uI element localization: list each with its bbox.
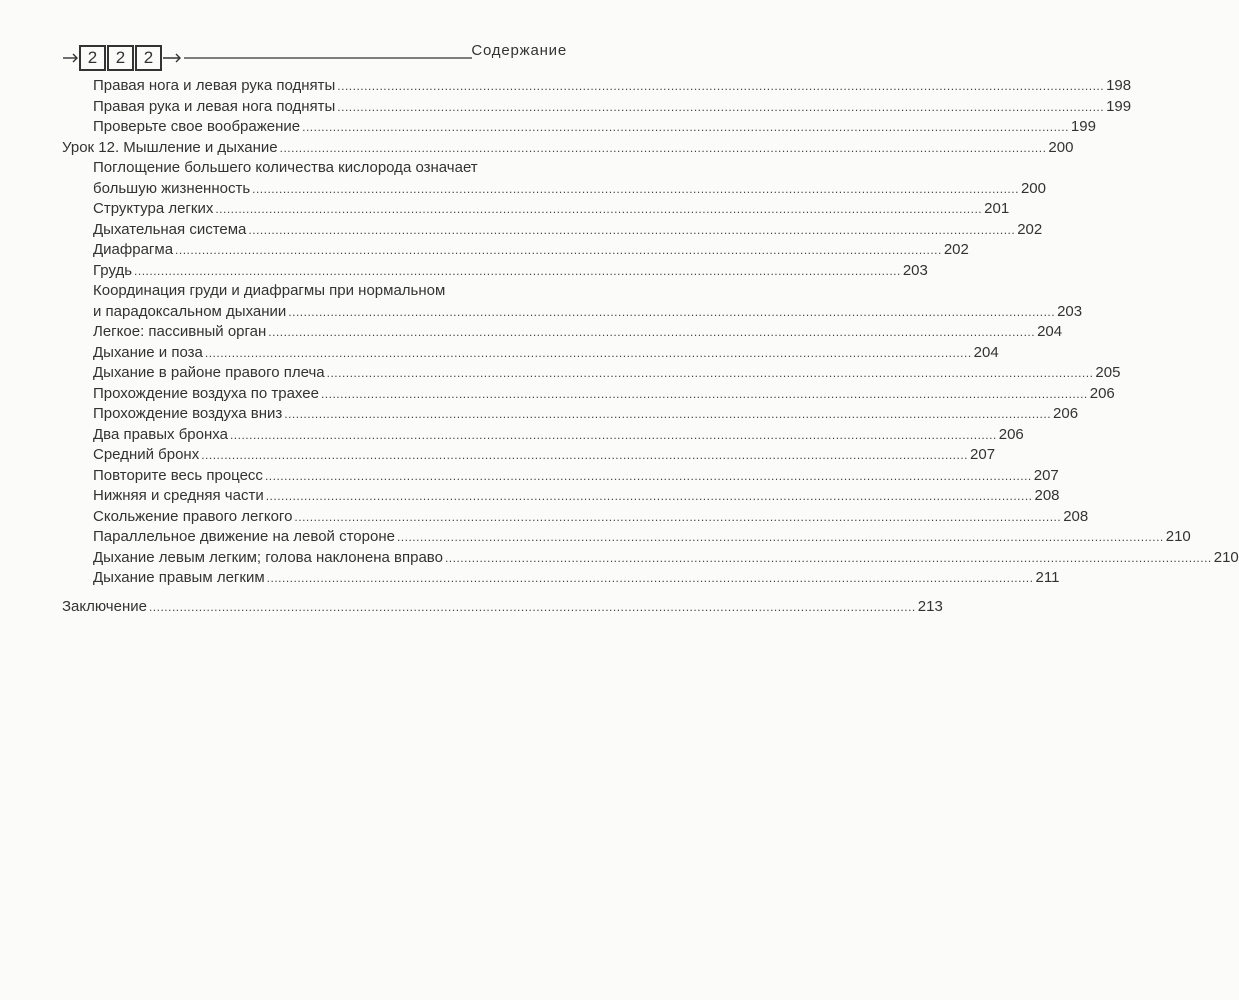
toc-entry-page: 208 (1063, 507, 1089, 525)
toc-entry-page: 203 (1057, 302, 1083, 320)
toc-entry[interactable] (62, 597, 943, 617)
toc-leader-dots: ........................................................................................................................................................................................................ (252, 181, 1019, 196)
toc-entry-page: 202 (1017, 220, 1043, 238)
toc-leader-dots: ........................................................................................................................................................................................................ (396, 530, 1164, 544)
toc-entry[interactable] (93, 240, 969, 260)
toc-entry[interactable] (93, 76, 1132, 96)
toc-leader-dots: ........................................................................................................................................................................................................ (264, 468, 1032, 483)
toc-entry[interactable] (93, 425, 1024, 445)
toc-entry-page: 207 (1033, 466, 1059, 484)
page-number-digit: 2 (79, 45, 106, 71)
toc-entry-title: Дыхание левым легким; голова наклонена вправо (93, 548, 443, 566)
toc-leader-dots: ........................................................................................................................................................................................................ (284, 407, 1052, 421)
toc-entry-title: Дыхательная система (93, 220, 247, 238)
toc-leader-dots: ........................................................................................................................................................................................................ (288, 304, 1056, 319)
toc-entry[interactable] (93, 220, 1043, 240)
toc-entry-title: Два правых бронха (93, 425, 228, 443)
toc-entry[interactable] (93, 117, 1096, 137)
toc-leader-dots: ........................................................................................................................................................................................................ (268, 325, 1036, 339)
toc-entry-title: Дыхание правым легким (93, 569, 265, 586)
toc-leader-dots: ........................................................................................................................................................................................................ (279, 140, 1047, 155)
toc-entry[interactable] (93, 527, 1191, 547)
toc-entry-page: 202 (943, 241, 969, 258)
toc-entry-page: 206 (1089, 384, 1115, 402)
toc-leader-dots: ........................................................................................................................................................................................................ (201, 448, 969, 462)
toc-entry[interactable] (93, 548, 1239, 568)
toc-entry[interactable] (93, 261, 928, 281)
toc-entry-title: Урок 12. Мышление и дыхание (62, 138, 278, 156)
toc-entry[interactable] (93, 363, 1121, 383)
toc-entry-page: 211 (1035, 569, 1060, 586)
toc-leader-dots: ........................................................................................................................................................................................................ (175, 243, 942, 257)
toc-entry-page: 206 (998, 425, 1024, 443)
toc-leader-dots: ........................................................................................................................................................................................................ (229, 427, 997, 442)
toc-entry-title: Скольжение правого легкого (93, 507, 293, 525)
toc-entry-page: 200 (1048, 138, 1074, 156)
toc-entry[interactable] (93, 445, 996, 465)
toc-entry-title: Легкое: пассивный орган (93, 323, 267, 340)
toc-entry-title: Нижняя и средняя части (93, 487, 264, 504)
toc-entry[interactable] (62, 138, 1074, 158)
toc-leader-dots: ........................................................................................................................................................................................................ (444, 550, 1212, 565)
toc-entry-line: Поглощение большего количества кислорода означает (93, 159, 478, 176)
toc-entry-title: Дыхание и поза (93, 343, 203, 361)
toc-entry-title: Проверьте свое воображение (93, 118, 301, 135)
toc-entry[interactable] (93, 486, 1060, 506)
toc-entry-page: 204 (973, 343, 999, 361)
page-number-digit: 2 (107, 45, 134, 71)
toc-entry[interactable] (93, 568, 1060, 588)
page-header (0, 0, 615, 80)
toc-entry-title: Правая нога и левая рука подняты (93, 77, 336, 94)
toc-entry-title: Диафрагма (93, 241, 174, 258)
toc-entry-title: Средний бронх (93, 446, 200, 463)
toc-entry[interactable] (93, 404, 1079, 424)
toc-entry-title: большую жизненность (93, 179, 251, 197)
toc-entry-page: 205 (1095, 364, 1121, 381)
toc-entry-line: Координация груди и диафрагмы при нормальном (93, 282, 446, 299)
toc-leader-dots: ........................................................................................................................................................................................................ (294, 509, 1062, 524)
toc-entry-page: 206 (1053, 405, 1079, 422)
toc-entry[interactable] (93, 179, 1046, 199)
toc-entry-title: Правая рука и левая нога подняты (93, 97, 336, 115)
toc-entry-title: Структура легких (93, 200, 214, 217)
toc-leader-dots: ........................................................................................................................................................................................................ (266, 571, 1034, 585)
toc-leader-dots: ........................................................................................................................................................................................................ (326, 366, 1094, 380)
toc-entry-page: 204 (1037, 323, 1063, 340)
toc-leader-dots: ........................................................................................................................................................................................................ (134, 263, 901, 278)
toc-leader-dots: ........................................................................................................................................................................................................ (204, 345, 972, 360)
toc-entry-title: Грудь (93, 261, 133, 279)
toc-entry[interactable] (93, 384, 1115, 404)
toc-entry-page: 210 (1165, 528, 1191, 545)
toc-entry-title: и парадоксальном дыхании (93, 302, 287, 320)
toc-leader-dots: ........................................................................................................................................................................................................ (248, 222, 1016, 237)
toc-leader-dots: ........................................................................................................................................................................................................ (148, 599, 916, 614)
toc-leader-dots: ........................................................................................................................................................................................................ (265, 489, 1033, 503)
toc-entry[interactable] (93, 302, 1083, 322)
toc-entry-page: 207 (970, 446, 996, 463)
toc-leader-dots: ........................................................................................................................................................................................................ (215, 202, 983, 216)
toc-entry[interactable] (93, 466, 1059, 486)
toc-entry[interactable] (93, 199, 1010, 219)
toc-entry[interactable] (93, 343, 999, 363)
toc-entry-page: 208 (1034, 487, 1060, 504)
toc-entry-page: 199 (1106, 97, 1132, 115)
toc-entry-title: Повторите весь процесс (93, 466, 263, 484)
toc-entry[interactable] (93, 97, 1132, 117)
toc-entry-title: Прохождение воздуха по трахее (93, 384, 319, 402)
toc-entry[interactable] (93, 322, 1063, 342)
toc-entry-title: Заключение (62, 597, 147, 615)
toc-entry-title: Параллельное движение на левой стороне (93, 528, 395, 545)
section-title: Содержание (471, 42, 567, 59)
toc-entry-title: Дыхание в районе правого плеча (93, 364, 325, 381)
toc-entry[interactable] (93, 507, 1089, 527)
toc-leader-dots: ........................................................................................................................................................................................................ (302, 120, 1069, 134)
page-number-digit: 2 (135, 45, 162, 71)
toc-entry-page: 198 (1106, 77, 1132, 94)
toc-leader-dots: ........................................................................................................................................................................................................ (337, 99, 1105, 114)
toc-entry-page: 213 (917, 597, 943, 615)
toc-entry-page: 203 (902, 261, 928, 279)
toc-entry-page: 201 (984, 200, 1010, 217)
toc-entry-page: 200 (1020, 179, 1046, 197)
toc-entry-title: Прохождение воздуха вниз (93, 405, 283, 422)
toc-entry-page: 210 (1213, 548, 1239, 566)
toc-entry-page: 199 (1070, 118, 1096, 135)
toc-leader-dots: ........................................................................................................................................................................................................ (320, 386, 1088, 401)
toc-leader-dots: ........................................................................................................................................................................................................ (337, 79, 1105, 93)
